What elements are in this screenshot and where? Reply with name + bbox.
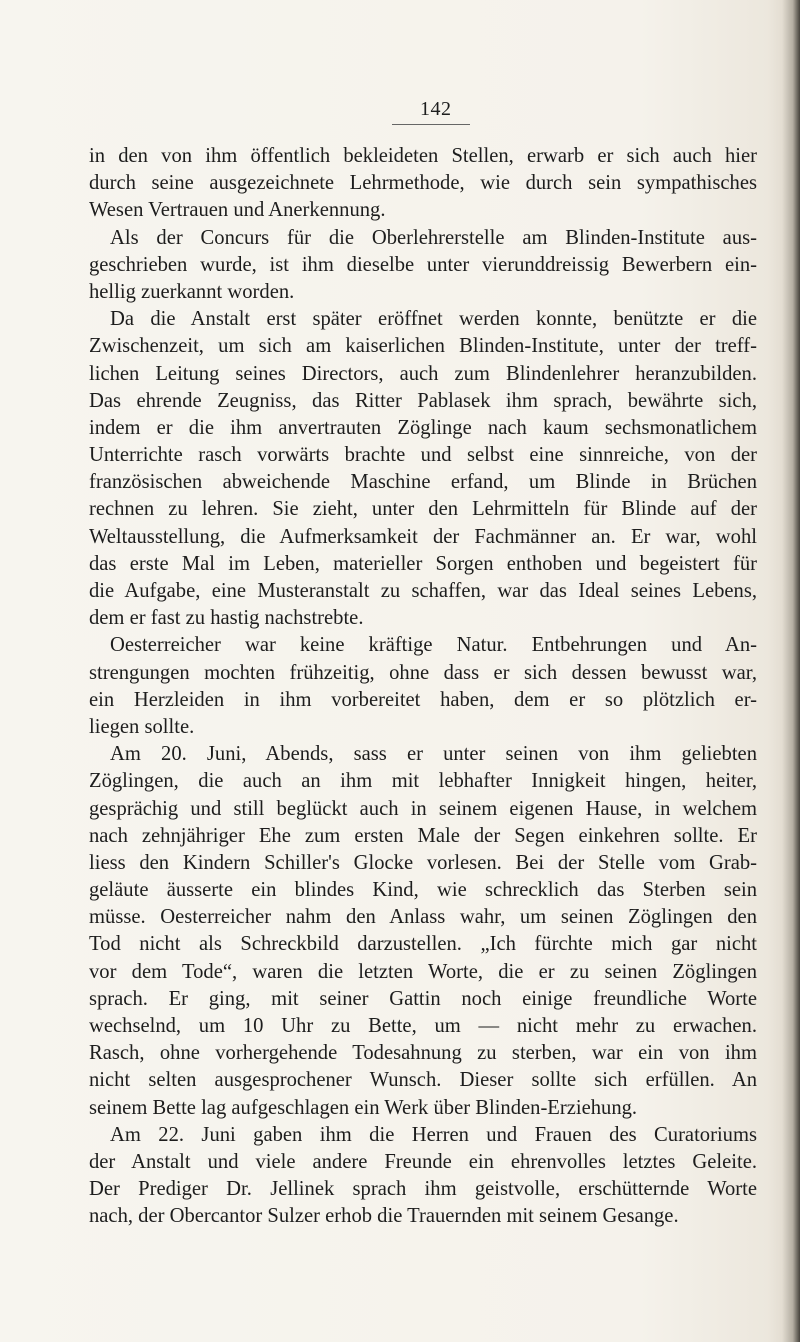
text-line: strengungen mochten frühzeitig, ohne dass er sich dessen bewusst war, — [89, 661, 757, 684]
text-line: ein Herzleiden in ihm vorbereitet haben, dem er so plötzlich er- — [89, 688, 757, 711]
text-line: Am 22. Juni gaben ihm die Herren und Frauen des Curatoriums — [110, 1123, 757, 1146]
text-line: in den von ihm öffentlich bekleideten Stellen, erwarb er sich auch hier — [89, 145, 757, 167]
text-line: rechnen zu lehren. Sie zieht, unter den Lehrmitteln für Blinde auf der — [89, 498, 757, 521]
text-line: hellig zuerkannt worden. — [89, 280, 295, 303]
text-line: Zöglingen, die auch an ihm mit lebhafter Innigkeit hingen, heiter, — [89, 770, 757, 793]
text-line: seinem Bette lag aufgeschlagen ein Werk über Blinden-Erziehung. — [89, 1096, 638, 1119]
page-number-rule — [392, 124, 470, 125]
text-line: geschrieben wurde, ist ihm dieselbe unter vierunddreissig Bewerbern ein- — [89, 253, 757, 276]
text-line: Das ehrende Zeugniss, das Ritter Pablasek ihm sprach, bewährte sich, — [89, 389, 757, 412]
text-line: indem er die ihm anvertrauten Zöglinge nach kaum sechsmonatlichem — [89, 416, 757, 439]
text-line: Oesterreicher war keine kräftige Natur. Entbehrungen und An- — [110, 634, 757, 657]
text-line: Da die Anstalt erst später eröffnet werden konnte, benützte er die — [110, 308, 757, 331]
text-line: nach, der Obercantor Sulzer erhob die Trauernden mit seinem Gesange. — [89, 1205, 679, 1228]
text-line: liegen sollte. — [89, 715, 195, 738]
text-line: lichen Leitung seines Directors, auch zum Blindenlehrer heranzubilden. — [89, 362, 757, 385]
text-line: dem er fast zu hastig nachstrebte. — [89, 607, 364, 630]
text-line: Der Prediger Dr. Jellinek sprach ihm geistvolle, erschütternde Worte — [89, 1178, 757, 1201]
text-line: geläute äusserte ein blindes Kind, wie schrecklich das Sterben sein — [89, 879, 757, 902]
text-line: müsse. Oesterreicher nahm den Anlass wahr, um seinen Zöglingen den — [89, 906, 757, 929]
text-line: liess den Kindern Schiller's Glocke vorlesen. Bei der Stelle vom Grab- — [89, 851, 757, 874]
text-line: Rasch, ohne vorhergehende Todesahnung zu sterben, war ein von ihm — [89, 1042, 757, 1065]
text-line: die Aufgabe, eine Musteranstalt zu schaffen, war das Ideal seines Lebens, — [89, 580, 757, 602]
text-line: Als der Concurs für die Oberlehrerstelle am Blinden-Institute aus- — [110, 226, 757, 249]
text-line: der Anstalt und viele andere Freunde ein ehrenvolles letztes Geleite. — [89, 1150, 757, 1173]
text-line: wechselnd, um 10 Uhr zu Bette, um — nicht mehr zu erwachen. — [89, 1015, 757, 1037]
text-line: vor dem Tode“, waren die letzten Worte, die er zu seinen Zöglingen — [89, 960, 757, 983]
text-line: Weltausstellung, die Aufmerksamkeit der Fachmänner an. Er war, wohl — [89, 525, 757, 548]
text-line: das erste Mal im Leben, materieller Sorgen enthoben und begeistert für — [89, 552, 757, 575]
text-line: Tod nicht als Schreckbild darzustellen. „Ich fürchte mich gar nicht — [89, 933, 757, 956]
text-line: französischen abweichende Maschine erfand, um Blinde in Brüchen — [89, 471, 757, 494]
text-line: sprach. Er ging, mit seiner Gattin noch einige freundliche Worte — [89, 987, 757, 1010]
text-line: durch seine ausgezeichnete Lehrmethode, wie durch sein sympathisches — [89, 172, 757, 195]
text-line: Am 20. Juni, Abends, sass er unter seinen von ihm geliebten — [110, 743, 757, 766]
text-line: nicht selten ausgesprochener Wunsch. Dieser sollte sich erfüllen. An — [89, 1069, 757, 1092]
text-line: Zwischenzeit, um sich am kaiserlichen Blinden-Institute, unter der treff- — [89, 335, 757, 358]
text-line: gesprächig und still beglückt auch in seinem eigenen Hause, in welchem — [89, 797, 757, 820]
text-line: Unterrichte rasch vorwärts brachte und selbst eine sinnreiche, von der — [89, 444, 757, 467]
text-line: Wesen Vertrauen und Anerkennung. — [89, 199, 386, 222]
body-text — [89, 143, 757, 1231]
page-number: 142 — [420, 98, 452, 120]
page-edge-shadow — [782, 0, 800, 1342]
text-line: nach zehnjähriger Ehe zum ersten Male der Segen einkehren sollte. Er — [89, 824, 757, 847]
